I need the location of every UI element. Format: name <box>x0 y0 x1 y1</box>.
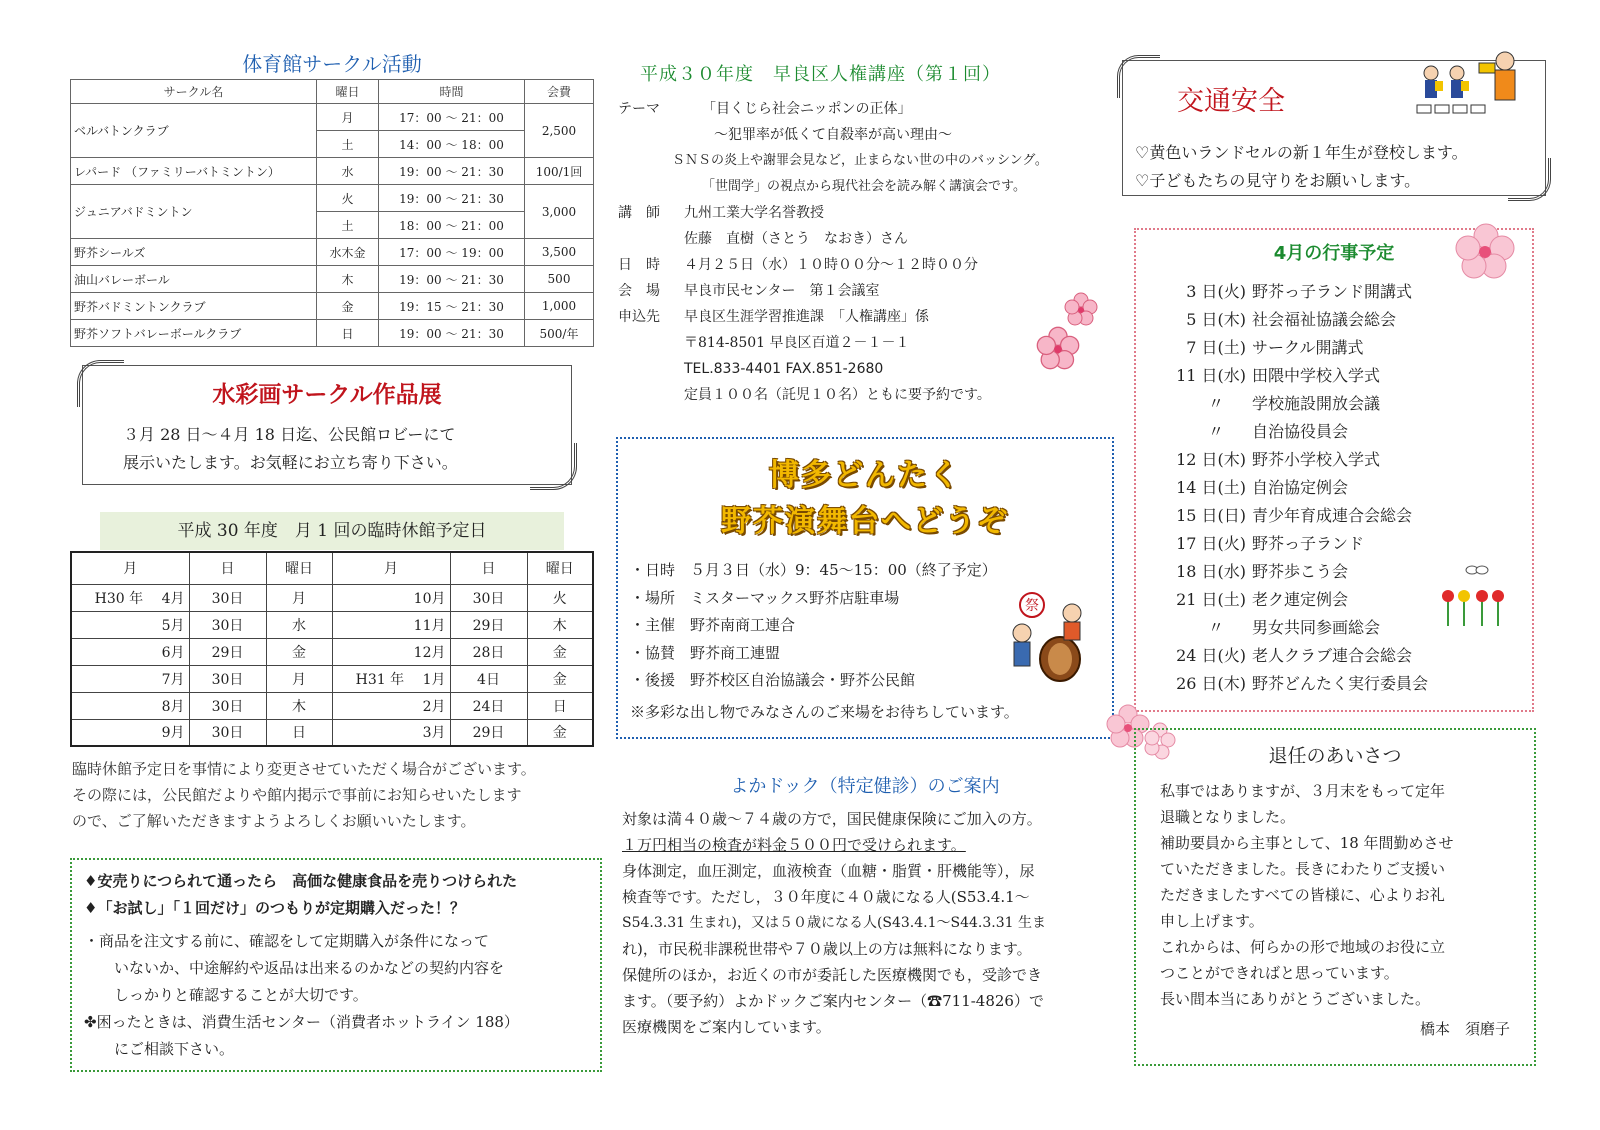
circle-fee: 1,000 <box>525 293 594 320</box>
closed-cell: 木 <box>527 611 593 638</box>
warning-heading: ♦「お試し」「１回だけ」のつもりが定期購入だった！？ <box>84 899 465 917</box>
closed-cell: 月 <box>266 665 332 692</box>
lecture-theme: 「世間学」の視点から現代社会を読み解く講演会です。 <box>702 179 1026 194</box>
lecture-lecturer: 佐藤 直樹（さとう なおき）さん <box>684 231 908 247</box>
circle-day: 木 <box>317 266 379 293</box>
circle-fee: 500/年 <box>525 320 594 347</box>
event-name: 自治協定例会 <box>1252 478 1349 497</box>
closed-cell: 5月 <box>71 611 189 638</box>
closed-cell: 7月 <box>71 665 189 692</box>
event-row <box>1156 474 1532 502</box>
closed-table-wrap <box>70 551 594 747</box>
circle-header-name: サークル名 <box>71 80 317 104</box>
circle-name: 野芥ソフトバレーボールクラブ <box>71 320 317 347</box>
closed-table <box>70 551 594 747</box>
sakura-cluster-icon <box>1446 220 1516 282</box>
closed-cell: 日 <box>527 692 593 719</box>
events-title: 4月の行事予定 <box>1273 243 1395 264</box>
closed-cell: 3月 <box>332 719 450 746</box>
closed-cell: 29日 <box>450 611 527 638</box>
circle-name: ベルバトンクラブ <box>71 104 317 158</box>
circle-fee: 100/1回 <box>525 158 594 185</box>
closed-cell: 30日 <box>189 611 266 638</box>
circle-time: 19：00 ～ 21：30 <box>379 320 525 347</box>
yoka-line: １万円相当の検査が料金５００円で受けられます。 <box>622 836 966 854</box>
event-row <box>1156 670 1532 698</box>
circle-day: 金 <box>317 293 379 320</box>
event-row <box>1156 642 1532 670</box>
traffic-title: 交通安全 <box>1177 86 1285 117</box>
event-date: 3 日(火) <box>1186 282 1246 301</box>
circle-name: ジュニアバドミントン <box>71 185 317 239</box>
closed-note-line: ので、ご了解いただきますようよろしくお願いいたします。 <box>72 812 476 830</box>
closed-cell: 金 <box>527 638 593 665</box>
event-date: 12 日(木) <box>1176 450 1246 469</box>
circle-time: 19：00 ～ 21：30 <box>379 158 525 185</box>
dontaku-title: 博多どんたく <box>769 458 961 493</box>
dontaku-item: ・協賛 野芥商工連盟 <box>630 643 781 662</box>
event-row <box>1156 446 1532 474</box>
yoka-body <box>622 806 1116 1040</box>
closed-cell: 木 <box>266 692 332 719</box>
circle-time: 19：00 ～ 21：30 <box>379 266 525 293</box>
event-row <box>1156 502 1532 530</box>
closed-cell: 金 <box>527 665 593 692</box>
yoka-line: 身体測定，血圧測定，血液検査（血糖・脂質・肝機能等），尿 <box>622 862 1035 880</box>
closed-cell: 金 <box>266 638 332 665</box>
yoka-line: 保健所のほか，お近くの市が委託した医療機関でも，受診でき <box>622 966 1043 984</box>
events-box <box>1134 228 1534 712</box>
circle-header-fee: 会費 <box>525 80 594 104</box>
closed-cell: 6月 <box>71 638 189 665</box>
event-row <box>1156 362 1532 390</box>
circle-time: 19：00 ～ 21：30 <box>379 185 525 212</box>
lecture-body <box>618 96 1086 408</box>
closed-cell: 30日 <box>189 692 266 719</box>
crossing-guard-illustration <box>1409 49 1529 117</box>
event-name: 男女共同参画総会 <box>1252 618 1381 637</box>
closed-cell: 29日 <box>450 719 527 746</box>
event-date: 〃 <box>1207 394 1224 413</box>
event-name: 野芥小学校入学式 <box>1252 450 1381 469</box>
event-name: 野芥歩こう会 <box>1252 562 1349 581</box>
exhibit-box <box>82 365 572 485</box>
event-name: サークル開講式 <box>1252 338 1364 357</box>
traffic-box <box>1122 60 1546 196</box>
closed-note-line: 臨時休館予定日を事情により変更させていただく場合がございます。 <box>72 760 536 778</box>
lecture-lecturer: 九州工業大学名誉教授 <box>684 205 824 221</box>
lecture-date-label: 日 時 <box>618 257 660 273</box>
event-date: 21 日(土) <box>1176 590 1246 609</box>
event-date: 17 日(火) <box>1176 534 1246 553</box>
lecture-apply-label: 申込先 <box>618 309 660 325</box>
circle-day: 月 <box>317 104 379 131</box>
event-date: 〃 <box>1207 618 1224 637</box>
yoka-line: ます。（要予約）よかドックご案内センター（☎711-4826）で <box>622 992 1044 1010</box>
circle-day: 水木金 <box>317 239 379 266</box>
retire-line: これからは、何らかの形で地域のお役に立 <box>1160 938 1446 956</box>
closed-cell: 火 <box>527 584 593 611</box>
event-row <box>1156 418 1532 446</box>
circle-day: 日 <box>317 320 379 347</box>
lecture-lecturer-label: 講 師 <box>618 205 660 221</box>
lecture-date: ４月２５日（水）１０時００分～１２時００分 <box>684 257 978 273</box>
event-row <box>1156 334 1532 362</box>
circle-day: 土 <box>317 212 379 239</box>
retire-line: 申し上げます。 <box>1160 912 1264 930</box>
closed-cell: 30日 <box>189 584 266 611</box>
circle-name: 野芥バドミントンクラブ <box>71 293 317 320</box>
closed-note-line: その際には，公民館だよりや館内掲示で事前にお知らせいたします <box>72 786 522 804</box>
closed-cell: 金 <box>527 719 593 746</box>
event-name: 野芥どんたく実行委員会 <box>1252 674 1429 693</box>
circle-time: 17：00 ～ 21：00 <box>379 104 525 131</box>
retire-line: 私事ではありますが、３月末をもって定年 <box>1160 782 1446 800</box>
retire-signature: 橋本 須磨子 <box>1419 1020 1510 1038</box>
event-row <box>1156 530 1532 558</box>
lecture-theme: ＳＮＳの炎上や謝罪会見など，止まらない世の中のバッシング。 <box>672 153 1048 168</box>
closed-cell: 8月 <box>71 692 189 719</box>
circle-time: 18：00 ～ 21：00 <box>379 212 525 239</box>
event-date: 11 日(水) <box>1176 366 1246 385</box>
warning-line: にご相談下さい。 <box>114 1040 235 1058</box>
circle-name: 野芥シールズ <box>71 239 317 266</box>
yoka-title: よかドック（特定健診）のご案内 <box>730 776 1000 797</box>
circle-header-time: 時間 <box>379 80 525 104</box>
closed-cell: 30日 <box>189 665 266 692</box>
lecture-theme: 「目くじら社会ニッポンの正体」 <box>702 101 912 117</box>
closed-cell: 12月 <box>332 638 450 665</box>
event-date: 26 日(木) <box>1176 674 1246 693</box>
exhibit-line: 展示いたします。お気軽にお立ち寄り下さい。 <box>123 453 458 472</box>
closed-cell: 30日 <box>189 719 266 746</box>
closed-note <box>72 756 602 834</box>
dontaku-note: ※多彩な出し物でみなさんのご来場をお待ちしています。 <box>630 702 1019 721</box>
lecture-apply: 早良区生涯学習推進課 「人権講座」係 <box>684 309 929 325</box>
circle-time: 19：15 ～ 21：30 <box>379 293 525 320</box>
festival-drum-illustration <box>1002 589 1098 689</box>
circle-title: 体育館サークル活動 <box>242 52 422 76</box>
closed-cell: 10月 <box>332 584 450 611</box>
retire-line: 退職となりました。 <box>1160 808 1296 826</box>
circle-name: レパード （ファミリーバトミントン） <box>71 158 317 185</box>
event-row <box>1156 390 1532 418</box>
sakura-icon <box>1036 326 1080 370</box>
lecture-apply: 定員１００名（託児１０名）ともに要予約です。 <box>684 387 991 403</box>
event-date: 14 日(土) <box>1176 478 1246 497</box>
circle-fee: 500 <box>525 266 594 293</box>
yoka-line: 対象は満４０歳～７４歳の方で，国民健康保険にご加入の方。 <box>622 810 1042 828</box>
event-name: 田隈中学校入学式 <box>1252 366 1381 385</box>
event-name: 野芥っ子ランド <box>1252 534 1365 553</box>
closed-header: 日 <box>450 552 527 584</box>
retire-box <box>1134 728 1536 1066</box>
traffic-line: ♡子どもたちの見守りをお願いします。 <box>1135 171 1421 190</box>
closed-cell: 30日 <box>450 584 527 611</box>
circle-fee: 2,500 <box>525 104 594 158</box>
event-date: 7 日(土) <box>1186 338 1246 357</box>
circle-day: 火 <box>317 185 379 212</box>
tulip-butterfly-icon <box>1436 560 1512 628</box>
closed-cell: 2月 <box>332 692 450 719</box>
retire-line: ていただきました。長きにわたりご支援い <box>1160 860 1446 878</box>
lecture-venue: 早良市民センター 第１会議室 <box>684 283 880 299</box>
closed-cell: 11月 <box>332 611 450 638</box>
event-name: 老ク連定例会 <box>1252 590 1349 609</box>
yoka-line: 医療機関をご案内しています。 <box>622 1018 831 1036</box>
yoka-line: S54.3.31 生まれ)，又は５０歳になる人(S43.4.1～S44.3.31 生ま <box>622 915 1046 931</box>
closed-header: 日 <box>189 552 266 584</box>
circle-header-day: 曜日 <box>317 80 379 104</box>
event-name: 学校施設開放会議 <box>1252 394 1381 413</box>
event-date: 24 日(火) <box>1176 646 1246 665</box>
closed-cell: H30 年 4月 <box>71 584 189 611</box>
event-name: 自治協役員会 <box>1252 422 1349 441</box>
traffic-line: ♡黄色いランドセルの新１年生が登校します。 <box>1135 143 1468 162</box>
event-name: 野芥っ子ランド開講式 <box>1252 282 1413 301</box>
circle-table <box>70 79 594 347</box>
dontaku-title: 野芥演舞台へどうぞ <box>721 504 1009 539</box>
lecture-theme: ～犯罪率が低くて自殺率が高い理由～ <box>714 127 952 143</box>
dontaku-item: ・主催 野芥南商工連合 <box>630 616 796 634</box>
closed-cell: 9月 <box>71 719 189 746</box>
dontaku-item: ・後援 野芥校区自治協議会・野芥公民館 <box>630 671 916 689</box>
retire-title: 退任のあいさつ <box>1268 745 1402 767</box>
event-name: 老人クラブ連合会総会 <box>1252 646 1413 665</box>
sakura-icon <box>1064 292 1098 326</box>
circle-day: 水 <box>317 158 379 185</box>
festival-mark: 祭 <box>1025 598 1039 614</box>
closed-cell: 28日 <box>450 638 527 665</box>
dontaku-item: ・日時 ５月３日（水）9：45～15：00（終了予定） <box>630 561 997 579</box>
lecture-apply: TEL.833-4401 FAX.851-2680 <box>684 361 884 377</box>
circle-day: 土 <box>317 131 379 158</box>
circle-name: 油山バレーボール <box>71 266 317 293</box>
event-name: 青少年育成連合会総会 <box>1252 506 1413 525</box>
dontaku-item: ・場所 ミスターマックス野芥店駐車場 <box>630 588 900 607</box>
lecture-venue-label: 会 場 <box>618 283 660 299</box>
event-date: 5 日(木) <box>1186 310 1246 329</box>
circle-fee: 3,000 <box>525 185 594 239</box>
warning-line: いないか、中途解約や返品は出来るのかなどの契約内容を <box>114 959 505 977</box>
closed-cell: 29日 <box>189 638 266 665</box>
exhibit-title: 水彩画サークル作品展 <box>212 382 442 408</box>
warning-box <box>70 858 602 1072</box>
closed-cell: 日 <box>266 719 332 746</box>
closed-header: 月 <box>71 552 189 584</box>
lecture-theme-label: テーマ <box>618 101 660 117</box>
closed-title: 平成 30 年度 月 1 回の臨時休館予定日 <box>100 512 564 550</box>
closed-cell: 月 <box>266 584 332 611</box>
retire-line: つことができればと思っています。 <box>1160 964 1399 982</box>
closed-cell: 水 <box>266 611 332 638</box>
circle-time: 17：00 ～ 19：00 <box>379 239 525 266</box>
event-row <box>1156 278 1532 306</box>
exhibit-line: ３月 28 日～４月 18 日迄、公民館ロビーにて <box>123 425 456 444</box>
closed-header: 曜日 <box>527 552 593 584</box>
warning-heading: ♦安売りにつられて通ったら 高価な健康食品を売りつけられた <box>84 872 518 890</box>
retire-line: ただきましたすべての皆様に、心よりお礼 <box>1160 886 1445 904</box>
dontaku-box <box>616 437 1114 739</box>
circle-table-wrap <box>70 79 594 347</box>
event-date: 15 日(日) <box>1176 506 1246 525</box>
closed-cell: H31 年 1月 <box>332 665 450 692</box>
circle-fee: 3,500 <box>525 239 594 266</box>
retire-line: 長い間本当にありがとうございました。 <box>1160 990 1431 1008</box>
circle-time: 14：00 ～ 18：00 <box>379 131 525 158</box>
closed-cell: 24日 <box>450 692 527 719</box>
event-date: 18 日(水) <box>1176 562 1246 581</box>
retire-line: 補助要員から主事として、18 年間勤めさせ <box>1160 834 1454 852</box>
lecture-apply: 〒814-8501 早良区百道２－１－１ <box>684 335 910 351</box>
event-date: 〃 <box>1207 422 1224 441</box>
closed-cell: 4日 <box>450 665 527 692</box>
event-row <box>1156 306 1532 334</box>
lecture-title: 平成３０年度 早良区人権講座（第１回） <box>640 64 1001 85</box>
warning-line: ✤困ったときは、消費生活センター（消費者ホットライン 188） <box>84 1013 519 1031</box>
yoka-line: れ)，市民税非課税世帯や７０歳以上の方は無料になります。 <box>622 940 1032 958</box>
event-name: 社会福祉協議会総会 <box>1252 310 1397 329</box>
warning-line: しっかりと確認することが大切です。 <box>114 986 368 1004</box>
closed-header: 月 <box>332 552 450 584</box>
warning-line: ・商品を注文する前に、確認をして定期購入が条件になって <box>84 932 490 950</box>
yoka-line: 検査等です。ただし，３０年度に４０歳になる人(S53.4.1～ <box>622 888 1030 906</box>
closed-header: 曜日 <box>266 552 332 584</box>
